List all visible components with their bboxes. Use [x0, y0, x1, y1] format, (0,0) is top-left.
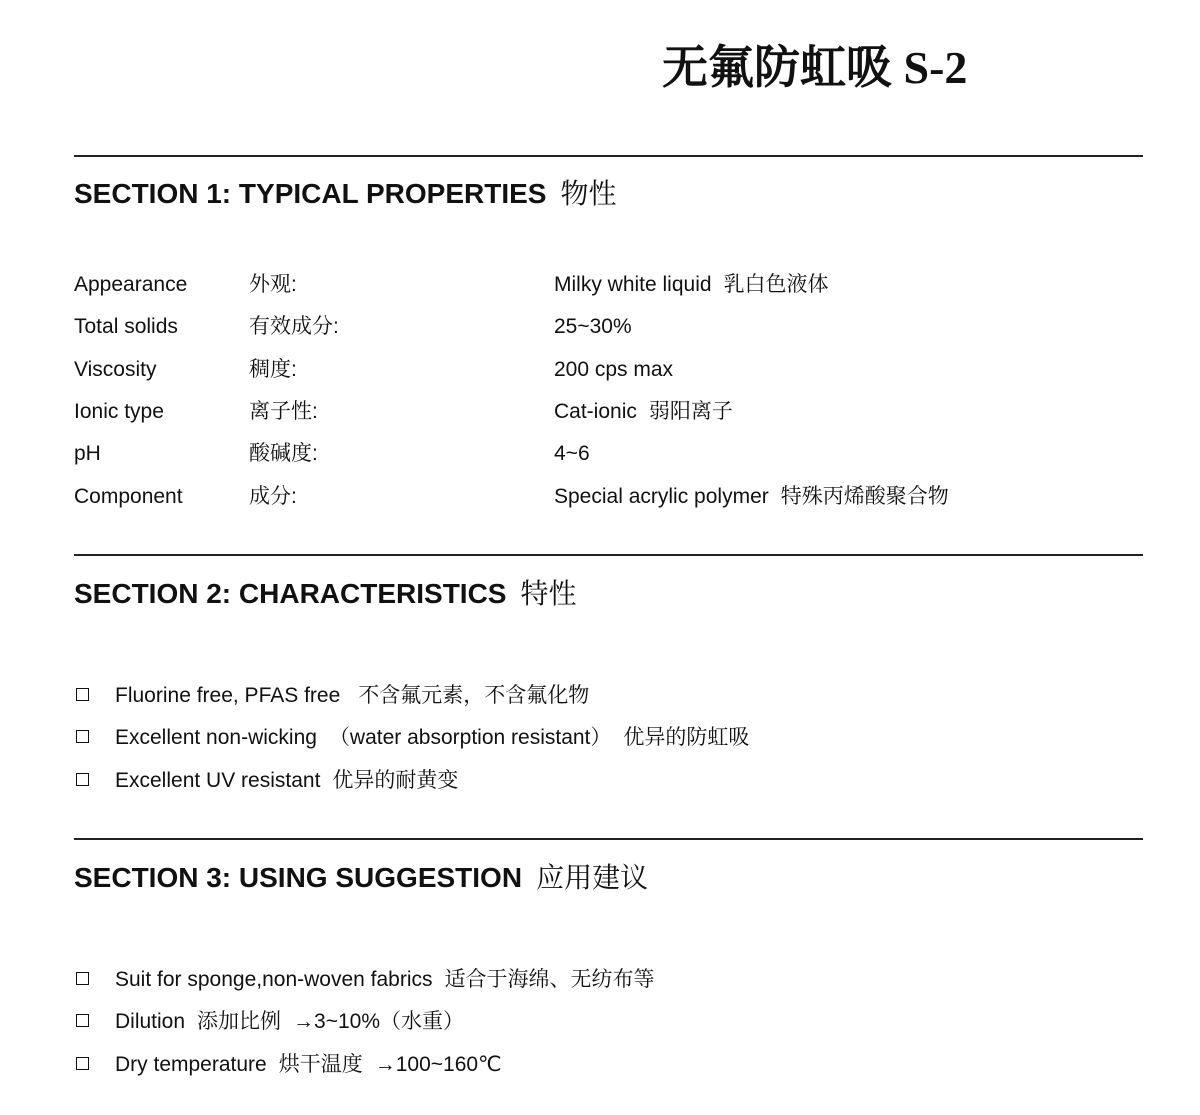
suggestion-item	[74, 1050, 1154, 1080]
checkbox-icon	[76, 688, 89, 701]
checkbox-icon	[76, 972, 89, 985]
checkbox-icon	[76, 773, 89, 786]
property-label-zh: 酸碱度:	[249, 442, 318, 465]
checkbox-icon	[76, 1014, 89, 1027]
characteristic-zh: 优异的防虹吸	[623, 726, 750, 749]
property-row-total-solids	[74, 312, 1154, 342]
property-value-zh: 特殊丙烯酸聚合物	[780, 485, 949, 508]
property-value	[554, 397, 733, 427]
property-label-en: Viscosity	[74, 358, 157, 381]
characteristic-zh: 优异的耐黄变	[332, 769, 459, 792]
property-row-viscosity	[74, 355, 1154, 385]
characteristic-note: （water absorption resistant）	[328, 726, 612, 749]
suggestion-zh: 烘干温度	[278, 1053, 363, 1076]
property-value-en: Cat-ionic	[554, 400, 637, 423]
characteristic-en: Excellent non-wicking	[115, 726, 317, 749]
property-label-en: Component	[74, 485, 183, 508]
property-value-en: Special acrylic polymer	[554, 485, 769, 508]
property-value-en: 25~30%	[554, 315, 632, 338]
document-title: 无氟防虹吸 S-2	[662, 42, 968, 93]
property-row-appearance	[74, 270, 1154, 300]
section-1-heading-en: SECTION 1: TYPICAL PROPERTIES	[74, 178, 547, 209]
property-label-en: pH	[74, 442, 101, 465]
property-label-en: Total solids	[74, 315, 178, 338]
divider	[74, 155, 1143, 157]
suggestion-item	[74, 1007, 1154, 1037]
arrow-right-icon: →	[374, 1053, 396, 1076]
property-value-en: 4~6	[554, 442, 590, 465]
checkbox-icon	[76, 1057, 89, 1070]
suggestion-zh: 添加比例	[197, 1010, 282, 1033]
characteristic-item	[74, 766, 1154, 796]
suggestion-en: Suit for sponge,non-woven fabrics	[115, 968, 433, 991]
property-label-zh: 离子性:	[249, 400, 318, 423]
property-label-en: Ionic type	[74, 400, 164, 423]
property-row-ionic-type	[74, 397, 1154, 427]
section-1-heading	[74, 176, 616, 212]
section-1-heading-zh: 物性	[560, 178, 617, 209]
section-3-heading	[74, 860, 648, 896]
property-value	[554, 482, 949, 512]
property-label-zh: 成分:	[249, 485, 297, 508]
suggestion-item	[74, 965, 1154, 995]
property-value-en: 200 cps max	[554, 358, 674, 381]
characteristic-en: Fluorine free, PFAS free	[115, 684, 341, 707]
suggestion-en: Dry temperature	[115, 1053, 267, 1076]
characteristic-item	[74, 681, 1154, 711]
suggestion-value: 100~160℃	[395, 1053, 502, 1076]
section-2-heading-zh: 特性	[520, 578, 577, 609]
characteristic-item	[74, 723, 1154, 753]
property-label-zh: 稠度:	[249, 358, 297, 381]
checkbox-icon	[76, 730, 89, 743]
property-value	[554, 312, 632, 342]
property-value-en: Milky white liquid	[554, 273, 712, 296]
property-value	[554, 355, 673, 385]
arrow-right-icon: →	[293, 1010, 315, 1033]
property-value-zh: 弱阳离子	[648, 400, 733, 423]
characteristic-zh: 不含氟元素，不含氟化物	[358, 684, 590, 707]
suggestion-zh: 适合于海绵、无纺布等	[444, 968, 655, 991]
suggestion-value: 3~10%（水重）	[314, 1010, 465, 1033]
divider	[74, 838, 1143, 840]
section-3-heading-zh: 应用建议	[536, 862, 649, 893]
property-value-zh: 乳白色液体	[723, 273, 829, 296]
suggestion-en: Dilution	[115, 1010, 186, 1033]
property-value	[554, 270, 829, 300]
property-value	[554, 439, 590, 469]
property-label-zh: 外观:	[249, 273, 297, 296]
section-3-heading-en: SECTION 3: USING SUGGESTION	[74, 862, 523, 893]
property-label-en: Appearance	[74, 273, 188, 296]
property-row-component	[74, 482, 1154, 512]
property-label-zh: 有效成分:	[249, 315, 339, 338]
divider	[74, 554, 1143, 556]
property-row-ph	[74, 439, 1154, 469]
section-2-heading-en: SECTION 2: CHARACTERISTICS	[74, 578, 507, 609]
section-2-heading	[74, 576, 576, 612]
characteristic-en: Excellent UV resistant	[115, 769, 321, 792]
